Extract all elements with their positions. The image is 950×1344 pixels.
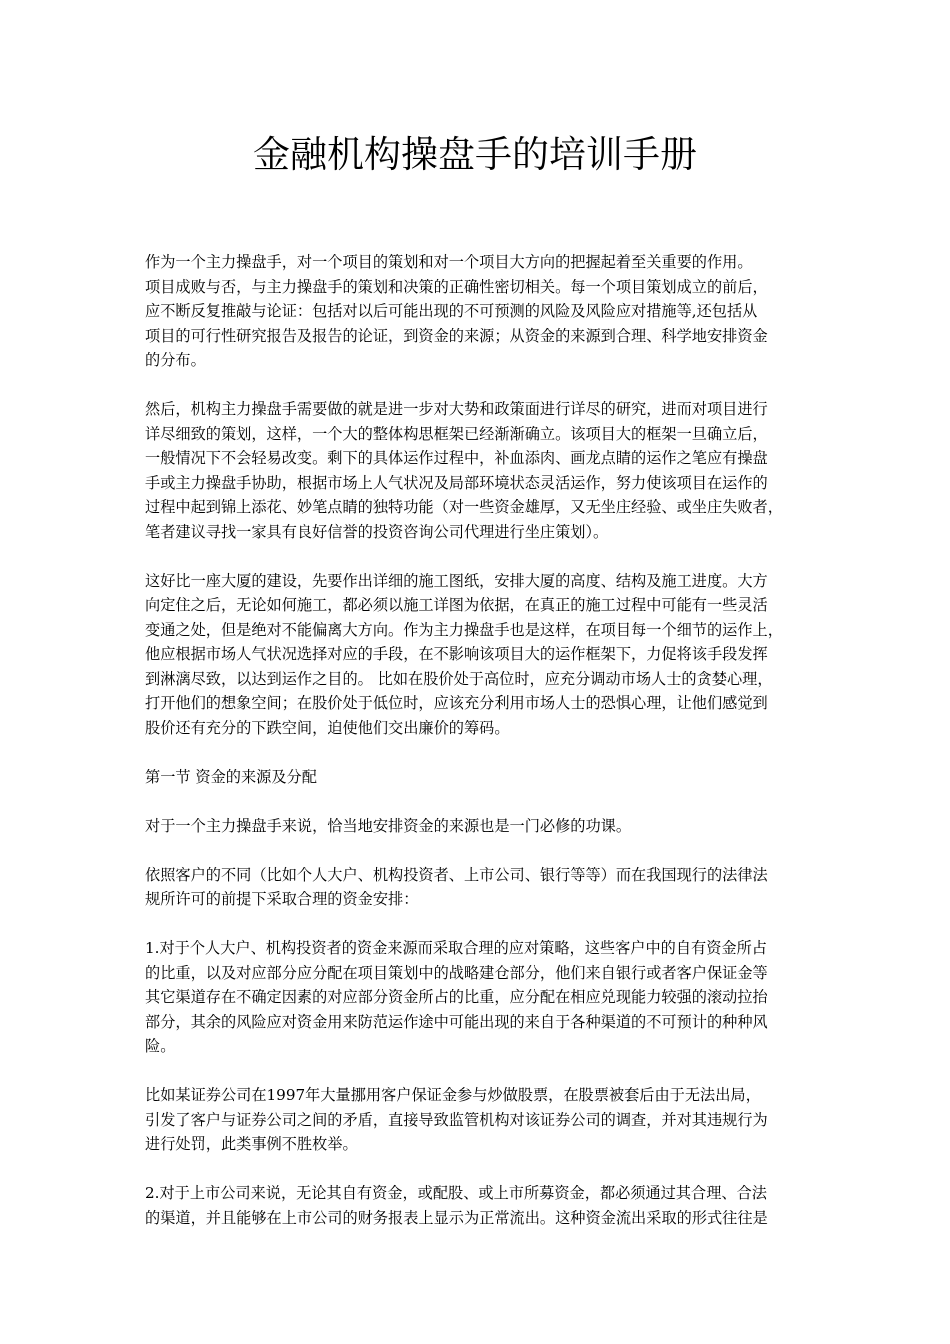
paragraph-spacer [145, 1059, 845, 1084]
text-line: 1.对于个人大户、机构投资者的资金来源而采取合理的应对策略，这些客户中的自有资金所占 [145, 939, 767, 957]
text-line: 过程中起到锦上添花、妙笔点睛的独特功能（对一些资金雄厚，又无坐庄经验、或坐庄失败者， [145, 498, 783, 516]
text-line: 的比重，以及对应部分应分配在项目策划中的战略建仓部分，他们来自银行或者客户保证金等 [145, 963, 768, 982]
paragraph [145, 569, 845, 741]
paragraph [145, 936, 845, 1059]
text-line: 进行处罚，此类事例不胜枚举。 [145, 1135, 358, 1153]
text-line: 变通之处，但是绝对不能偏离大方向。作为主力操盘手也是这样，在项目每一个细节的运作上， [145, 620, 783, 639]
text-line: 手或主力操盘手协助，根据市场上人气状况及局部环境状态灵活运作，努力使该项目在运作的 [145, 473, 768, 492]
text-line: 2.对于上市公司来说，无论其自有资金，或配股、或上市所募资金，都必须通过其合理、合法 [145, 1184, 767, 1202]
paragraph-spacer [145, 373, 845, 398]
paragraph [145, 1083, 845, 1157]
text-line: 然后，机构主力操盘手需要做的就是进一步对大势和政策面进行详尽的研究，进而对项目进行 [145, 400, 768, 418]
text-line: 第一节 资金的来源及分配 [145, 767, 317, 786]
text-line: 股价还有充分的下跌空间，迫使他们交出廉价的筹码。 [145, 718, 510, 737]
paragraph-spacer [145, 544, 845, 569]
text-line: 向定住之后，无论如何施工，都必须以施工详图为依据，在真正的施工过程中可能有一些灵活 [145, 596, 768, 614]
text-line: 打开他们的想象空间；在股价处于低位时，应该充分利用市场人士的恐惧心理，让他们感觉到 [145, 694, 768, 712]
paragraph [145, 814, 845, 839]
text-line: 的渠道，并且能够在上市公司的财务报表上显示为正常流出。这种资金流出采取的形式往往是 [145, 1208, 768, 1227]
text-line: 其它渠道存在不确定因素的对应部分资金所占的比重，应分配在相应兑现能力较强的滚动拉抬 [145, 988, 768, 1006]
paragraph [145, 1181, 845, 1230]
text-line: 比如某证券公司在1997年大量挪用客户保证金参与炒做股票，在股票被套后由于无法出局， [145, 1086, 761, 1104]
text-line: 这好比一座大厦的建设，先要作出详细的施工图纸，安排大厦的高度、结构及施工进度。大方 [145, 571, 768, 590]
paragraph [145, 397, 845, 544]
text-line: 险。 [145, 1037, 176, 1055]
text-line: 依照客户的不同（比如个人大户、机构投资者、上市公司、银行等等）而在我国现行的法律法 [145, 865, 768, 884]
text-line: 项目的可行性研究报告及报告的论证，到资金的来源；从资金的来源到合理、科学地安排资金 [145, 326, 768, 345]
text-line: 部分，其余的风险应对资金用来防范运作途中可能出现的来自于各种渠道的不可预计的种种风 [145, 1012, 768, 1031]
paragraph-spacer [145, 789, 845, 814]
document-body [145, 250, 845, 1230]
section-heading [145, 765, 845, 790]
text-line: 的分布。 [145, 351, 206, 369]
paragraph [145, 250, 845, 373]
paragraph [145, 863, 845, 912]
text-line: 他应根据市场人气状况选择对应的手段，在不影响该项目大的运作框架下，力促将该手段发挥 [145, 645, 768, 663]
text-line: 作为一个主力操盘手，对一个项目的策划和对一个项目大方向的把握起着至关重要的作用。 [145, 253, 753, 271]
text-line: 规所许可的前提下采取合理的资金安排： [145, 890, 419, 908]
text-line: 对于一个主力操盘手来说，恰当地安排资金的来源也是一门必修的功课。 [145, 816, 631, 835]
text-line: 应不断反复推敲与论证：包括对以后可能出现的不可预测的风险及风险应对措施等,还包括从 [145, 302, 758, 320]
paragraph-spacer [145, 740, 845, 765]
text-line: 一般情况下不会轻易改变。剩下的具体运作过程中，补血添肉、画龙点睛的运作之笔应有操盘 [145, 449, 768, 467]
text-line: 笔者建议寻找一家具有良好信誉的投资咨询公司代理进行坐庄策划）。 [145, 522, 609, 541]
paragraph-spacer [145, 1157, 845, 1182]
document-title: 金融机构操盘手的培训手册 [253, 133, 697, 176]
text-line: 到淋漓尽致，以达到运作之目的。 比如在股价处于高位时，应充分调动市场人士的贪婪心理， [145, 669, 773, 688]
paragraph-spacer [145, 912, 845, 937]
paragraph-spacer [145, 838, 845, 863]
text-line: 项目成败与否，与主力操盘手的策划和决策的正确性密切相关。每一个项目策划成立的前后， [145, 277, 768, 296]
text-line: 引发了客户与证券公司之间的矛盾，直接导致监管机构对该证券公司的调查，并对其违规行为 [145, 1110, 768, 1129]
text-line: 详尽细致的策划，这样，一个大的整体构思框架已经渐渐确立。该项目大的框架一旦确立后， [145, 424, 768, 443]
